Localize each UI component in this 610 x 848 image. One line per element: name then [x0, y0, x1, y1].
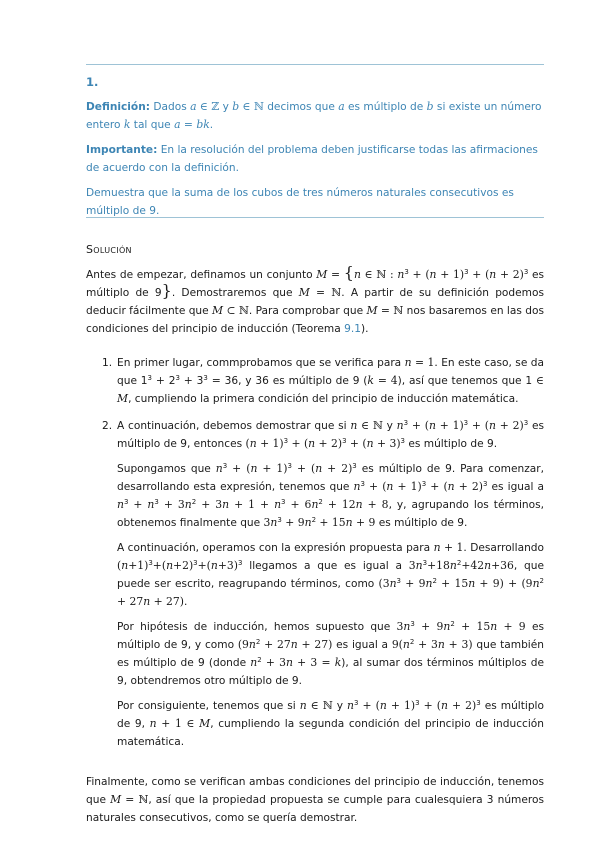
step-2: 2. A continuación, debemos demostrar que si n ∈ ℕ y $n^3 + (n + 1)^3 + (n + 2)^3$ es múltiplo de 9, entonces $(n + 1)^3 + (n + 2)^3 + (n + 3)^3$ es múltiplo de 9. Supongamos que $n^3 + (n + 1)^3 + (n + 2)^3$ es múltiplo de 9. Para comenzar, desarrollando esta expresión, tenemos que $n^3 + (n + 1)^3 + (n + 2)^3$ es igual a $n^3 + n^3 + 3n^2 + 3n + 1 + n^3 + 6n^2 + 12n + 8$, y, agrupando los términos, obtenemos finalmente que $3n^3 + 9n^2 + 15n + 9$ es múltiplo de 9. A continuación, operamos con la expresión propuesta para n + 1. Desarrollando $(n+1)^3+(n+2)^3+(n+3)^3$ llegamos a que es igual a $3n^3+18n^2+42n+36$, que puede ser escrito, reagrupando términos, como $(3n^3 + 9n^2 + 15n + 9) + (9n^2 + 27n + 27)$. Por hipótesis de inducción, hemos supuesto que $3n^3 + 9n^2 + 15n + 9$ es múltiplo de 9, y como $(9n^2 + 27n + 27)$ es igual a $9(n^2 + 3n + 3)$ que también es múltiplo de 9 (donde $n^2 + 3n + 3 = k$), al sumar dos términos múltiplos de 9, obtendremos otro múltiplo de 9. Por consiguiente, tenemos que si n ∈ ℕ y $n^3 + (n + 1)^3 + (n + 2)^3$ es múltiplo de 9, n + 1 ∈ M, cumpliendo la segunda condición del principio de inducción matemática. — [102, 419, 545, 748]
definition-label: Definición: — [86, 101, 150, 113]
bottom-rule — [86, 217, 544, 218]
conclusion: Finalmente, como se verifican ambas condiciones del principio de inducción, tenemos que M = ℕ, así que la propiedad propuesta se cumple para cualesquiera 3 números naturales consecutivos, como se quería demostrar. — [86, 776, 544, 824]
step-1: 1. En primer lugar, commprobamos que se verifica para n = 1. En este caso, se da que $1^3 + 2^3 + 3^3 = 36$, y 36 es múltiplo de 9 (k = 4), así que tenemos que 1 ∈ M, cumpliendo la primera condición del principio de inducción matemática. — [102, 356, 544, 405]
problem-statement: Demuestra que la suma de los cubos de tres números naturales consecutivos es múltiplo de 9. — [86, 187, 514, 217]
step-2-number: 2. — [102, 420, 113, 432]
step-1-number: 1. — [102, 357, 113, 369]
theorem-reference[interactable]: 9.1 — [344, 323, 361, 335]
importante-text: En la resolución del problema deben justificarse todas las afirmaciones de acuerdo con la definición. — [86, 144, 538, 174]
solution-intro: Antes de empezar, definamos un conjunto M = {n ∈ ℕ : $n^3 + (n + 1)^3 + (n + 2)^3$ es múltiplo de 9}. Demostraremos que M = ℕ. A partir de su definición podemos deducir fácilmente que M ⊂ ℕ. Para comprobar que M = ℕ nos basaremos en las dos condiciones del principio de inducción (Teorema 9.1). — [86, 263, 545, 335]
top-rule — [86, 64, 544, 65]
problem-box — [86, 73, 544, 227]
solution — [86, 241, 544, 827]
problem-number: 1. — [86, 75, 99, 89]
induction-steps — [86, 354, 544, 751]
solution-heading: Solución — [86, 243, 132, 256]
definition: Definición: Dados a ∈ ℤ y b ∈ ℕ decimos que a es múltiplo de b si existe un número entero k tal que a = bk. — [86, 100, 542, 131]
importante-label: Importante: — [86, 144, 158, 156]
importante — [86, 141, 544, 177]
